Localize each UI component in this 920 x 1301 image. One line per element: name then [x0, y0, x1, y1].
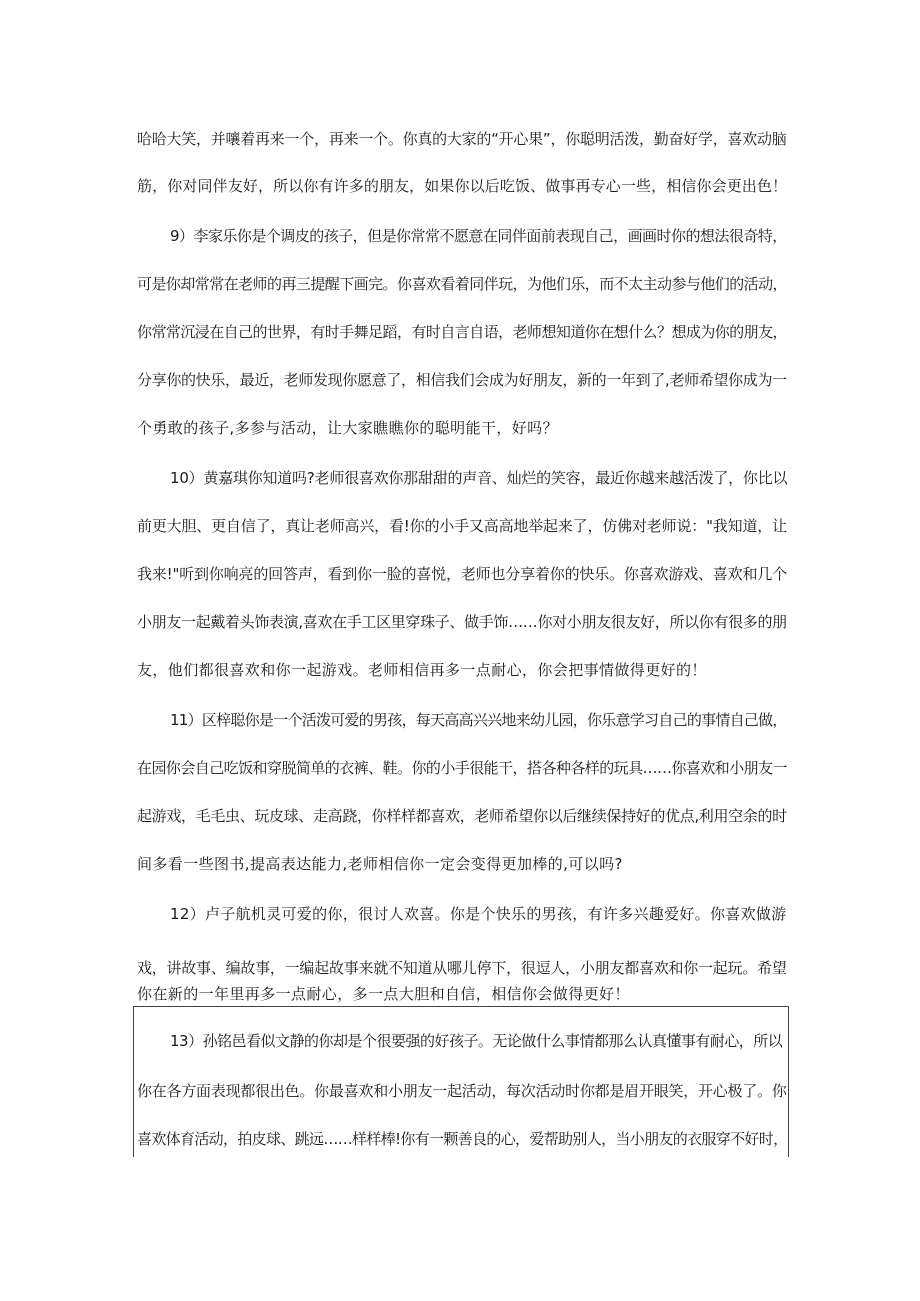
- text-line: 起游戏，毛毛虫、玩皮球、走高跷，你样样都喜欢，老师希望你以后继续保持好的优点,利用空余的时: [137, 807, 787, 825]
- text-line: 可是你却常常在老师的再三提醒下画完。你喜欢看着同伴玩，为他们乐，而不太主动参与他们的活动，: [137, 275, 788, 293]
- text-line: 前更大胆、更自信了，真让老师高兴，看!你的小手又高高地举起来了，仿佛对老师说："我知道，让: [137, 517, 787, 535]
- paragraph-9-start: 9）李家乐你是个调皮的孩子，但是你常常不愿意在同伴面前表现自己，画画时你的想法很奇特，: [170, 227, 787, 245]
- text-line: 你在新的一年里再多一点耐心，多一点大胆和自信，相信你会做得更好！: [137, 985, 630, 1003]
- paragraph-10-start: 10）黄嘉琪你知道吗?老师很喜欢你那甜甜的声音、灿烂的笑容，最近你越来越活泼了，你比以: [170, 469, 788, 487]
- text-line: 分享你的快乐，最近，老师发现你愿意了，相信我们会成为好朋友，新的一年到了,老师希望你成为一: [137, 371, 787, 389]
- paragraph-12-start: 12）卢子航机灵可爱的你，很讨人欢喜。你是个快乐的男孩，有许多兴趣爱好。你喜欢做游: [170, 905, 787, 923]
- text-line: 你常常沉浸在自己的世界，有时手舞足蹈，有时自言自语，老师想知道你在想什么？想成为你的朋友，: [137, 323, 788, 341]
- text-line: 戏，讲故事、编故事，一编起故事来就不知道从哪儿停下，很逗人，小朋友都喜欢和你一起玩。希望: [137, 959, 787, 977]
- text-line: 筋，你对同伴友好，所以你有许多的朋友，如果你以后吃饭、做事再专心一些，相信你会更出色！: [137, 177, 788, 195]
- text-line: 你在各方面表现都很出色。你最喜欢和小朋友一起活动，每次活动时你都是眉开眼笑，开心极了。你: [137, 1082, 787, 1100]
- text-line: 哈哈大笑，并嚷着再来一个，再来一个。你真的大家的“开心果”，你聪明活泼，勤奋好学，喜欢动脑: [137, 130, 787, 148]
- text-line: 我来!"听到你响亮的回答声，看到你一脸的喜悦，老师也分享着你的快乐。你喜欢游戏、喜欢和几个: [137, 565, 787, 583]
- text-line: 个勇敢的孩子,多参与活动，让大家瞧瞧你的聪明能干，好吗？: [137, 419, 558, 437]
- text-line: 间多看一些图书,提高表达能力,老师相信你一定会变得更加棒的,可以吗?: [137, 855, 623, 873]
- text-line: 在园你会自己吃饭和穿脱简单的衣裤、鞋。你的小手很能干，搭各种各样的玩具……你喜欢和小朋友一: [137, 759, 788, 777]
- text-line: 小朋友一起戴着头饰表演,喜欢在手工区里穿珠子、做手饰……你对小朋友很友好，所以你有很多的朋: [137, 613, 787, 631]
- text-line: 喜欢体育活动，拍皮球、跳远……样样棒!你有一颗善良的心，爱帮助别人，当小朋友的衣服穿不好时，: [137, 1130, 788, 1148]
- paragraph-11-start: 11）区梓聪你是一个活泼可爱的男孩，每天高高兴兴地来幼儿园，你乐意学习自己的事情自己做，: [170, 711, 787, 729]
- text-line: 友，他们都很喜欢和你一起游戏。老师相信再多一点耐心，你会把事情做得更好的！: [137, 661, 707, 679]
- paragraph-13-start: 13）孙铭邑看似文静的你却是个很要强的好孩子。无论做什么事情都那么认真懂事有耐心，所以: [170, 1032, 783, 1050]
